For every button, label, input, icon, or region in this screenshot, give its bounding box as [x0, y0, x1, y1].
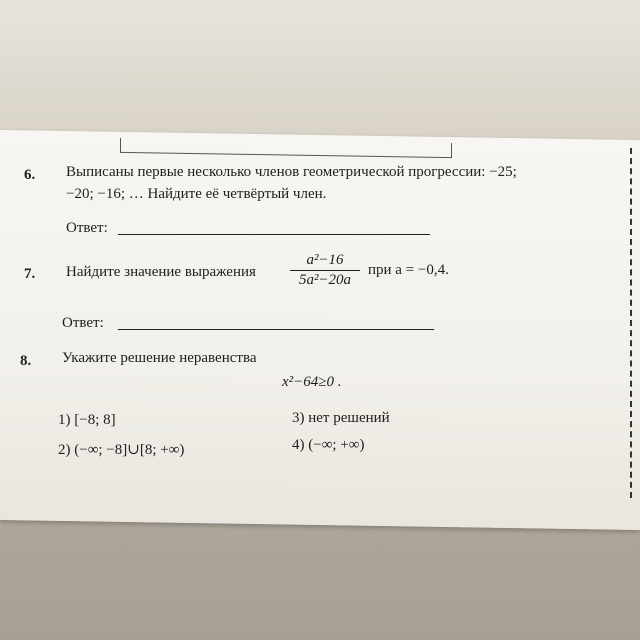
q8-option-3[interactable]: 3) нет решений [292, 410, 390, 426]
q7-denominator: 5a²−20a [298, 272, 352, 288]
q8-text: Укажите решение неравенства [62, 350, 257, 366]
q7-condition: при a = −0,4. [368, 262, 449, 278]
q6-number: 6. [24, 167, 36, 183]
q8-number: 8. [20, 353, 32, 369]
q7-number: 7. [24, 266, 36, 282]
q6-answer-line[interactable] [118, 234, 430, 235]
q6-answer-label: Ответ: [66, 220, 108, 236]
q7-answer-line[interactable] [118, 329, 434, 330]
q8-inequality: x²−64≥0 . [282, 374, 342, 390]
q8-option-1[interactable]: 1) [−8; 8] [58, 412, 116, 428]
q7-numerator: a²−16 [306, 252, 344, 268]
cut-line [630, 148, 632, 498]
header-frame [120, 138, 452, 158]
previous-page-edge [0, 0, 640, 140]
q8-option-2[interactable]: 2) (−∞; −8]∪[8; +∞) [58, 442, 185, 458]
q7-fraction [290, 252, 360, 289]
q7-answer-label: Ответ: [62, 315, 104, 331]
q8-option-4[interactable]: 4) (−∞; +∞) [292, 437, 365, 453]
q7-text: Найдите значение выражения [66, 264, 256, 280]
q6-text-line2: −20; −16; … Найдите её четвёртый член. [66, 186, 327, 202]
q6-text-line1: Выписаны первые несколько членов геометрической прогрессии: −25; [66, 164, 517, 180]
fraction-bar [290, 270, 360, 271]
